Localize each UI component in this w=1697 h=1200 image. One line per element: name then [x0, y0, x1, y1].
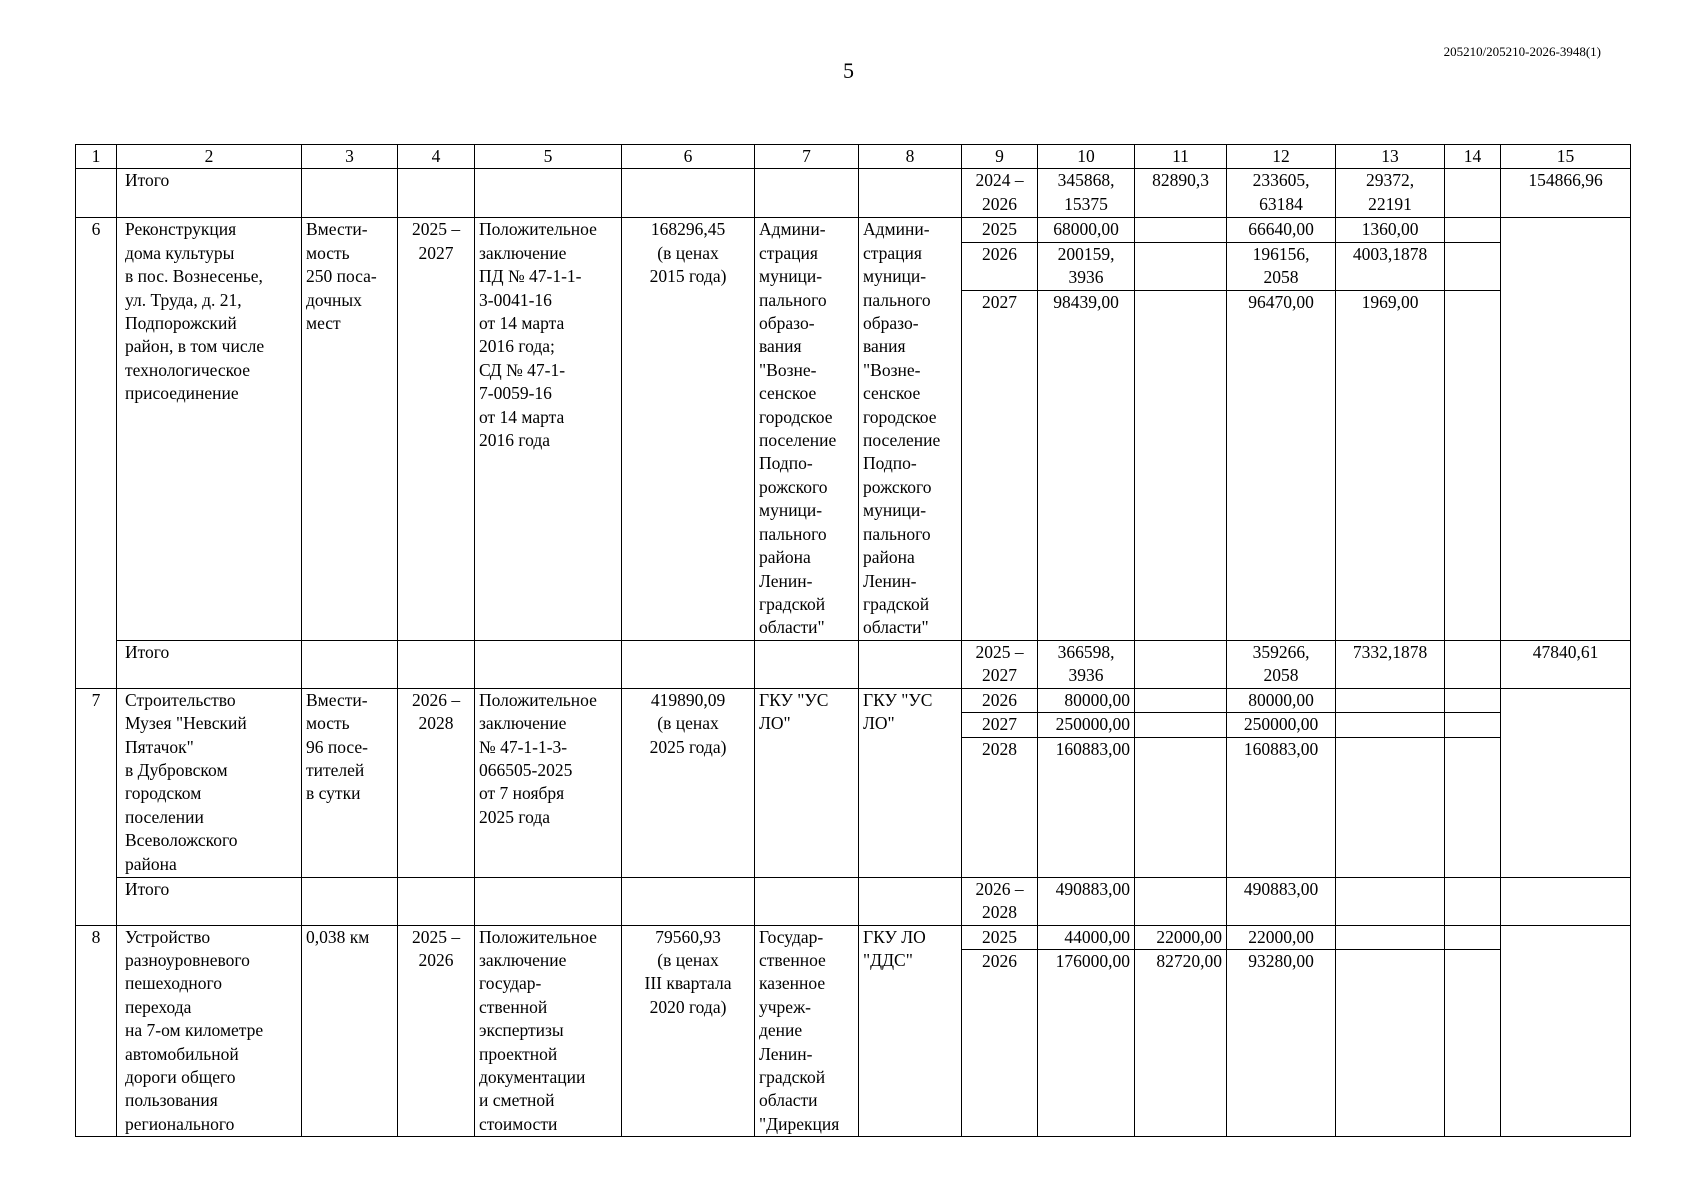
value-col10: 68000,00	[1038, 218, 1135, 242]
total-period: 2026 – 2028	[962, 877, 1038, 925]
value-col12: 96470,00	[1227, 290, 1336, 640]
column-number: 15	[1501, 145, 1631, 169]
table-row-top-total	[76, 169, 1631, 218]
value-col10: 250000,00	[1038, 713, 1135, 737]
total-col10: 345868, 15375	[1038, 169, 1135, 218]
total-period: 2024 – 2026	[962, 169, 1038, 218]
column-number-row	[76, 145, 1631, 169]
value-col12: 80000,00	[1227, 688, 1336, 712]
column-number: 3	[302, 145, 398, 169]
object-period: 2025 – 2027	[398, 218, 475, 640]
year-cell: 2027	[962, 290, 1038, 640]
column-number: 8	[859, 145, 962, 169]
object-cost: 168296,45 (в ценах 2015 года)	[622, 218, 755, 640]
value-col13: 1360,00	[1336, 218, 1445, 242]
object-developer: Админи- страция муници- пального образо- вания "Возне- сенское городское поселение Подпо- рожского муници- пального района Ленин- градской области"	[859, 218, 962, 640]
total-col13: 7332,1878	[1336, 640, 1445, 688]
object-capacity: 0,038 км	[302, 925, 398, 1137]
column-number: 4	[398, 145, 475, 169]
object-capacity: Вмести- мость 96 посе- тителей в сутки	[302, 688, 398, 877]
value-col10: 98439,00	[1038, 290, 1135, 640]
table-row-obj8-2025	[76, 925, 1631, 950]
investment-table	[75, 144, 1631, 1137]
total-col15: 154866,96	[1501, 169, 1631, 218]
value-col12: 22000,00	[1227, 925, 1336, 950]
value-col11	[1135, 218, 1227, 242]
column-number: 12	[1227, 145, 1336, 169]
value-col10: 80000,00	[1038, 688, 1135, 712]
table-row-obj6-total	[76, 640, 1631, 688]
row-number: 8	[76, 925, 117, 1137]
value-col10: 44000,00	[1038, 925, 1135, 950]
total-period: 2025 – 2027	[962, 640, 1038, 688]
value-col11: 22000,00	[1135, 925, 1227, 950]
total-col10: 366598, 3936	[1038, 640, 1135, 688]
object-customer: ГКУ "УС ЛО"	[755, 688, 859, 877]
value-col10: 176000,00	[1038, 950, 1135, 1137]
column-number: 9	[962, 145, 1038, 169]
object-developer: ГКУ ЛО "ДДС"	[859, 925, 962, 1137]
value-col12: 93280,00	[1227, 950, 1336, 1137]
object-cost: 79560,93 (в ценах III квартала 2020 года)	[622, 925, 755, 1137]
total-col15: 47840,61	[1501, 640, 1631, 688]
value-col12: 250000,00	[1227, 713, 1336, 737]
year-cell: 2026	[962, 950, 1038, 1137]
column-number: 1	[76, 145, 117, 169]
object-capacity: Вмести- мость 250 поса- дочных мест	[302, 218, 398, 640]
value-col11	[1135, 290, 1227, 640]
total-label: Итого	[117, 877, 302, 925]
object-expertise: Положительное заключение ПД № 47-1-1- 3-0041-16 от 14 марта 2016 года; СД № 47-1- 7-0059-16 от 14 марта 2016 года	[475, 218, 622, 640]
table-row-obj6-2025	[76, 218, 1631, 242]
object-customer: Государ- ственное казенное учреж- дение Ленин- градской области "Дирекция	[755, 925, 859, 1137]
column-number: 5	[475, 145, 622, 169]
total-label: Итого	[117, 640, 302, 688]
year-cell: 2028	[962, 737, 1038, 877]
year-cell: 2027	[962, 713, 1038, 737]
column-number: 6	[622, 145, 755, 169]
object-customer: Админи- страция муници- пального образо- вания "Возне- сенское городское поселение Подпо- рожского муници- пального района Ленин- градской области"	[755, 218, 859, 640]
value-col11	[1135, 242, 1227, 290]
year-cell: 2026	[962, 242, 1038, 290]
column-number: 2	[117, 145, 302, 169]
object-name: Устройство разноуровневого пешеходного перехода на 7-ом километре автомобильной дороги общего пользования регионального	[117, 925, 302, 1137]
object-period: 2026 – 2028	[398, 688, 475, 877]
value-col10: 200159, 3936	[1038, 242, 1135, 290]
total-col12: 359266, 2058	[1227, 640, 1336, 688]
row-number: 7	[76, 688, 117, 877]
column-number: 7	[755, 145, 859, 169]
table-row-obj7-2026	[76, 688, 1631, 712]
table-row-obj7-total	[76, 877, 1631, 925]
value-col12: 160883,00	[1227, 737, 1336, 877]
object-expertise: Положительное заключение государ- ственной экспертизы проектной документации и сметной стоимости	[475, 925, 622, 1137]
object-period: 2025 – 2026	[398, 925, 475, 1137]
column-number: 14	[1445, 145, 1501, 169]
year-cell: 2026	[962, 688, 1038, 712]
column-number: 10	[1038, 145, 1135, 169]
total-col12: 490883,00	[1227, 877, 1336, 925]
object-cost: 419890,09 (в ценах 2025 года)	[622, 688, 755, 877]
value-col13: 1969,00	[1336, 290, 1445, 640]
value-col11: 82720,00	[1135, 950, 1227, 1137]
total-col13: 29372, 22191	[1336, 169, 1445, 218]
year-cell: 2025	[962, 925, 1038, 950]
total-label: Итого	[117, 169, 302, 218]
object-expertise: Положительное заключение № 47-1-1-3- 066505-2025 от 7 ноября 2025 года	[475, 688, 622, 877]
row-number: 6	[76, 218, 117, 640]
page-number: 5	[843, 58, 854, 83]
object-name: Строительство Музея "Невский Пятачок" в Дубровском городском поселении Всеволожского района	[117, 688, 302, 877]
value-col10: 160883,00	[1038, 737, 1135, 877]
object-name: Реконструкция дома культуры в пос. Вознесенье, ул. Труда, д. 21, Подпорожский район, в том числе технологическое присоединение	[117, 218, 302, 640]
total-col11: 82890,3	[1135, 169, 1227, 218]
column-number: 11	[1135, 145, 1227, 169]
value-col12: 196156, 2058	[1227, 242, 1336, 290]
total-col12: 233605, 63184	[1227, 169, 1336, 218]
column-number: 13	[1336, 145, 1445, 169]
year-cell: 2025	[962, 218, 1038, 242]
value-col13: 4003,1878	[1336, 242, 1445, 290]
total-col10: 490883,00	[1038, 877, 1135, 925]
object-developer: ГКУ "УС ЛО"	[859, 688, 962, 877]
value-col12: 66640,00	[1227, 218, 1336, 242]
document-code: 205210/205210-2026-3948(1)	[1443, 44, 1601, 59]
